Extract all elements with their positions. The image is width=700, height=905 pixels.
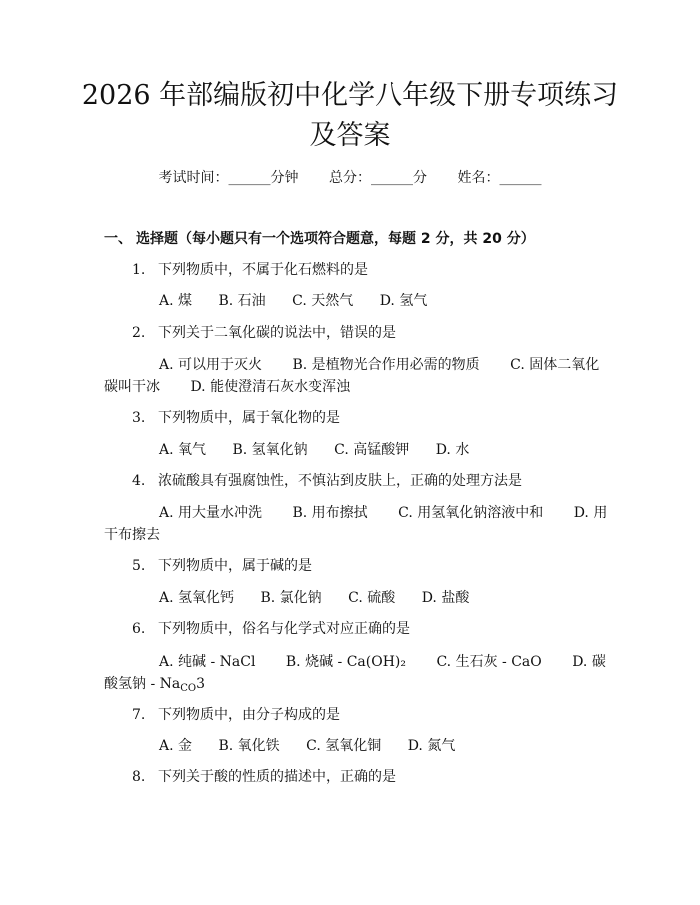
option-a: A. 氧气 [159, 442, 207, 458]
question-5 [132, 556, 312, 576]
question-2 [132, 323, 396, 343]
option-c-part-1: C. 固体二氧化 [510, 357, 600, 373]
option-a: A. 氢氧化钙 [159, 590, 235, 606]
option-a: A. 用大量水冲洗 [159, 505, 263, 521]
option-d: D. 氢气 [379, 293, 428, 309]
exam-meta [0, 168, 700, 188]
question-7-options [159, 736, 477, 756]
question-4 [132, 471, 522, 491]
option-b: B. 烧碱 - Ca(OH)₂ [285, 654, 406, 670]
option-d: D. 能使澄清石灰水变浑浊 [190, 379, 351, 395]
option-d-part-1: D. 用 [573, 505, 608, 521]
formula-part: 3 [196, 676, 206, 692]
exam-total-score: 总分：______分 [329, 170, 427, 186]
section-heading [104, 229, 535, 249]
option-b: B. 氯化钠 [260, 590, 322, 606]
question-number: 8. [132, 769, 146, 785]
option-a: A. 煤 [159, 293, 193, 309]
question-6 [132, 619, 410, 639]
option-b: B. 用布擦拭 [292, 505, 368, 521]
option-b: B. 氧化铁 [218, 738, 280, 754]
question-number: 4. [132, 473, 146, 489]
option-c: C. 生石灰 - CaO [436, 654, 542, 670]
question-4-options [104, 502, 608, 546]
question-text: 下列物质中，不属于化石燃料的是 [158, 262, 368, 278]
page-title [60, 76, 640, 156]
option-d-part-2: 干布擦去 [104, 527, 160, 543]
option-b: B. 氢氧化钠 [232, 442, 308, 458]
subscript: CO [180, 683, 197, 694]
option-b: B. 是植物光合作用必需的物质 [292, 357, 480, 373]
option-c: C. 氢氧化铜 [306, 738, 382, 754]
question-1-options [159, 291, 449, 311]
option-a: A. 金 [159, 738, 193, 754]
question-text: 下列关于酸的性质的描述中，正确的是 [158, 769, 396, 785]
question-2-options [104, 354, 598, 398]
option-c: C. 硫酸 [348, 590, 396, 606]
question-number: 7. [132, 707, 146, 723]
option-d-part-1: D. 碳 [572, 654, 606, 670]
title-line-1: 2026 年部编版初中化学八年级下册专项练习 [81, 80, 619, 111]
question-5-options [159, 588, 491, 608]
option-b: B. 石油 [218, 293, 266, 309]
question-text: 下列物质中，俗名与化学式对应正确的是 [158, 621, 410, 637]
title-line-2: 及答案 [309, 120, 391, 151]
option-c: C. 天然气 [292, 293, 354, 309]
exam-name: 姓名：______ [457, 170, 542, 186]
question-number: 3. [132, 410, 146, 426]
question-6-options [104, 651, 606, 695]
question-text: 下列物质中，属于氧化物的是 [158, 410, 340, 426]
question-number: 1. [132, 262, 146, 278]
question-text: 下列物质中，属于碱的是 [158, 558, 312, 574]
question-8 [132, 767, 396, 787]
option-d: D. 水 [435, 442, 470, 458]
question-text: 下列物质中，由分子构成的是 [158, 707, 340, 723]
option-d: D. 氮气 [407, 738, 456, 754]
exam-time: 考试时间：______分钟 [158, 170, 299, 186]
section-label: 选择题（每小题只有一个选项符合题意，每题 2 分，共 20 分） [136, 231, 535, 247]
option-a: A. 可以用于灭火 [159, 357, 263, 373]
option-a: A. 纯碱 - NaCl [159, 654, 256, 670]
question-3 [132, 408, 340, 428]
question-number: 5. [132, 558, 146, 574]
question-3-options [159, 440, 491, 460]
option-d: D. 盐酸 [421, 590, 470, 606]
option-d-part-2 [104, 673, 598, 695]
option-d-formula-text: 酸氢钠 - Na [104, 676, 181, 692]
option-c-part-2: 碳叫干冰 [104, 379, 160, 395]
question-number: 2. [132, 325, 146, 341]
question-text: 下列关于二氧化碳的说法中，错误的是 [158, 325, 396, 341]
section-number: 一、 [104, 231, 132, 247]
option-c: C. 高锰酸钾 [334, 442, 410, 458]
question-text: 浓硫酸具有强腐蚀性，不慎沾到皮肤上，正确的处理方法是 [158, 473, 522, 489]
option-c: C. 用氢氧化钠溶液中和 [398, 505, 544, 521]
question-number: 6. [132, 621, 146, 637]
question-7 [132, 705, 340, 725]
question-1 [132, 260, 368, 280]
